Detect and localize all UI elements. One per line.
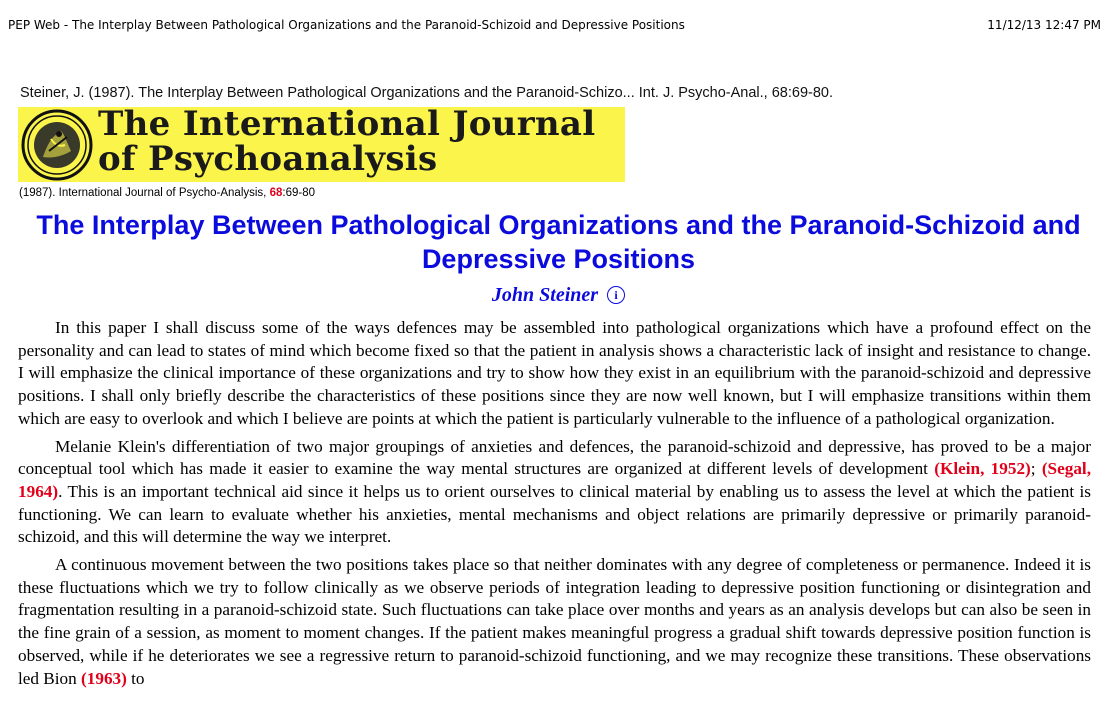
paragraph-2-text-a: Melanie Klein's differentiation of two major groupings of anxieties and defences, the paranoid-schizoid and depressive, has proved to be a major conceptual tool which has made it easier to examine the way mental structures are organized at different levels of development — [18, 436, 1091, 479]
info-icon[interactable]: i — [607, 286, 625, 304]
print-header-title: PEP Web - The Interplay Between Pathological Organizations and the Paranoid-Schizoid and Depressive Positions — [8, 18, 685, 32]
journal-reference-prefix: (1987). International Journal of Psycho-Analysis, — [19, 187, 270, 199]
paragraph-2-separator: ; — [1030, 459, 1042, 479]
reference-link-klein-1952[interactable]: (Klein, 1952) — [934, 459, 1031, 479]
paragraph-1: In this paper I shall discuss some of the ways defences may be assembled into pathological organizations which have a profound effect on the personality and can lead to states of mind which become fixed so that the patient in analysis shows a characteristic lack of insight and resistance to change. I will emphasize the clinical importance of these organizations and try to show how they exist in an equilibrium with the paranoid-schizoid and depressive positions. I shall only briefly describe the characteristics of these positions since they are now well known, but I will emphasize transitions within them which are easy to overlook and which I believe are points at which the patient is particularly vulnerable to the influence of a pathological organization. — [18, 318, 1091, 428]
reference-link-segal-1964[interactable]: (Segal, 1964) — [18, 459, 1091, 501]
paragraph-3-text-a: A continuous movement between the two positions takes place so that neither dominates with any degree of completeness or permanence. Indeed it is these fluctuations which we try to follow clinically as we observe periods of integration leading to depressive position functioning or disintegration and fragmentation resulting in a paranoid-schizoid state. Such fluctuations can take place over months and years as an analysis develops but can also be seen in the fine grain of a session, as moment to moment changes. If the patient makes meaningful progress a gradual shift towards depressive position function is observed, while if he deteriorates we see a regressive return to paranoid-schizoid functioning, and we may recognize these transitions. These observations led Bion — [18, 555, 1091, 688]
article-body — [18, 317, 1091, 695]
author-name[interactable]: John Steiner — [491, 284, 599, 306]
journal-title — [98, 104, 596, 179]
journal-seal-icon — [21, 109, 93, 181]
paragraph-2-text-b: . This is an important technical aid since it helps us to orient ourselves to clinical material by enabling us to assess the level at which the patient is functioning. We can learn to evaluate whether his anxieties, mental mechanisms and object relations are primarily depressive or primarily paranoid-schizoid, and this will determine the way we interpret. — [18, 481, 1091, 547]
author-line — [0, 283, 1117, 307]
journal-volume-link[interactable]: 68 — [269, 187, 283, 199]
journal-banner[interactable] — [18, 104, 625, 182]
paragraph-2 — [18, 436, 1091, 550]
journal-title-line2: of Psychoanalysis — [98, 139, 438, 179]
print-header — [8, 18, 1101, 34]
paragraph-3 — [18, 554, 1091, 690]
journal-reference — [19, 187, 315, 199]
journal-pages: :69-80 — [282, 187, 315, 199]
citation-line: Steiner, J. (1987). The Interplay Between Pathological Organizations and the Paranoid-Schizo... Int. J. Psycho-Anal., 68:69-80. — [20, 85, 834, 101]
paragraph-3-text-b: to — [126, 668, 145, 688]
journal-title-line1: The International Journal — [98, 104, 596, 144]
print-header-datetime: 11/12/13 12:47 PM — [987, 18, 1101, 32]
article-title: The Interplay Between Pathological Organizations and the Paranoid-Schizoid and Depressive Positions — [36, 210, 1081, 274]
reference-link-bion-1963[interactable]: (1963) — [81, 668, 127, 688]
